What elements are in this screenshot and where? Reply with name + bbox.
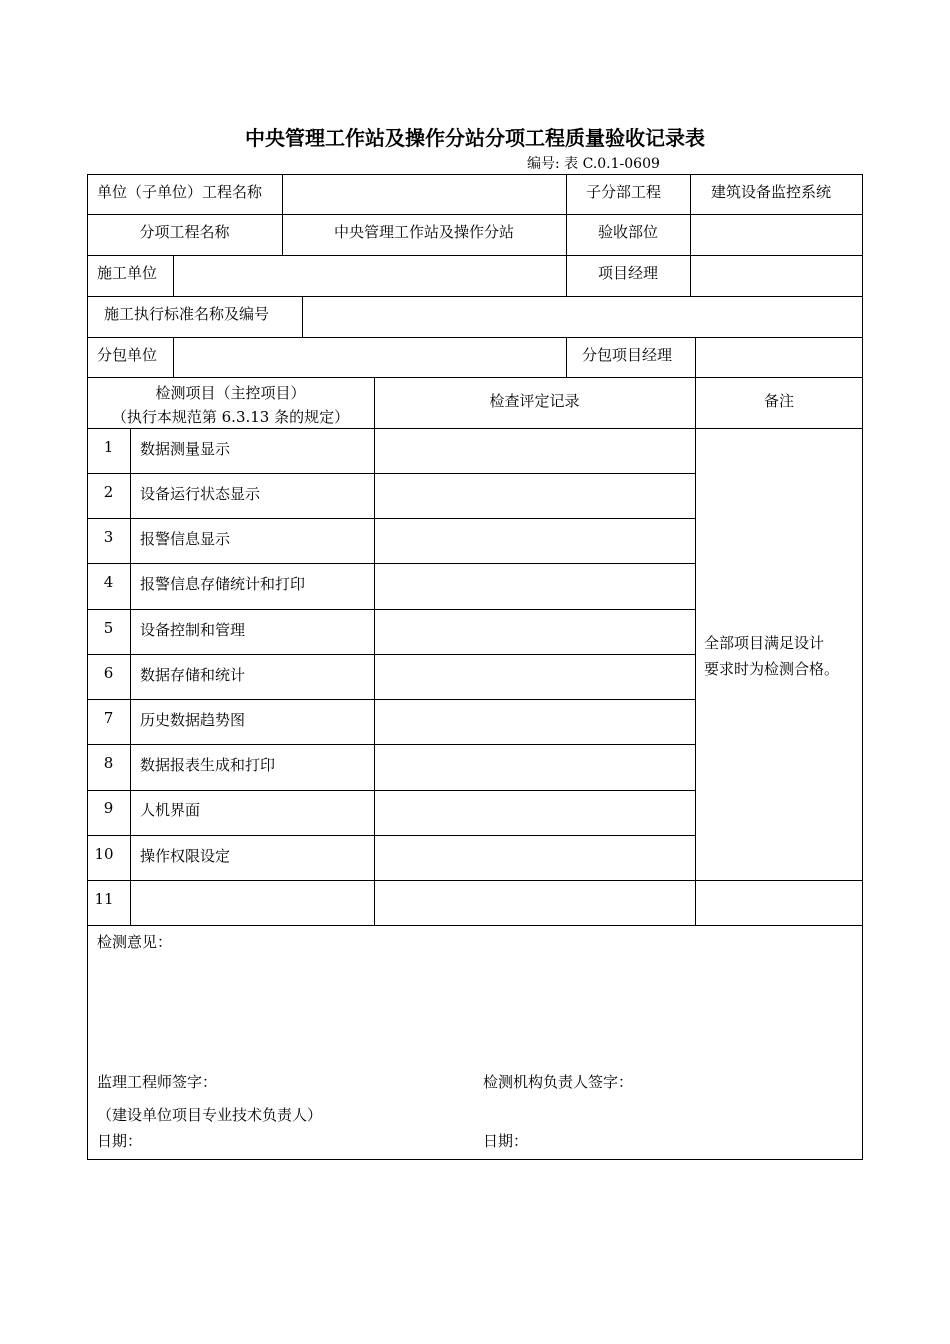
row-divider <box>87 609 695 610</box>
row-name: 数据报表生成和打印 <box>140 756 276 774</box>
row-divider <box>87 518 695 519</box>
row-name: 报警信息显示 <box>140 530 231 548</box>
row-divider <box>87 473 695 474</box>
row-divider <box>87 790 695 791</box>
remark-line1: 全部项目满足设计 <box>704 634 825 652</box>
col-divider <box>374 377 375 926</box>
unit-label: 单位（子单位）工程名称 <box>97 183 263 201</box>
row-no: 4 <box>103 573 114 591</box>
col-divider <box>173 337 174 378</box>
row-name: 人机界面 <box>140 801 201 819</box>
form-title: 中央管理工作站及操作分站分项工程质量验收记录表 <box>245 126 705 150</box>
row-name: 数据存储和统计 <box>140 666 246 684</box>
subcontract-label: 分包单位 <box>97 346 158 364</box>
row-no: 1 <box>103 438 114 456</box>
row-divider <box>87 699 695 700</box>
row-no: 2 <box>103 483 114 501</box>
row-no: 11 <box>94 890 114 908</box>
row-divider <box>87 563 695 564</box>
date-left: 日期： <box>97 1132 143 1150</box>
col-divider <box>130 428 131 926</box>
row-name: 设备运行状态显示 <box>140 485 261 503</box>
row-divider <box>87 296 863 297</box>
supervisor-signature-label: 监理工程师签字： <box>97 1073 218 1091</box>
col-divider <box>302 296 303 338</box>
row-no: 8 <box>103 754 114 772</box>
remark-text <box>704 630 856 682</box>
row-divider <box>87 428 863 429</box>
owner-note: （建设单位项目专业技术负责人） <box>97 1106 323 1124</box>
row-divider <box>87 835 695 836</box>
row-no: 7 <box>103 709 114 727</box>
col-item-header-line1: 检测项目（主控项目） <box>155 384 306 402</box>
row-divider <box>87 214 863 215</box>
row-divider <box>87 880 863 881</box>
standard-label: 施工执行标准名称及编号 <box>104 305 270 323</box>
row-name: 历史数据趋势图 <box>140 711 246 729</box>
sub-project-value: 建筑设备监控系统 <box>711 183 832 201</box>
col-divider <box>282 174 283 256</box>
item-label: 分项工程名称 <box>139 223 230 241</box>
row-divider <box>87 654 695 655</box>
date-right: 日期： <box>483 1132 529 1150</box>
item-value: 中央管理工作站及操作分站 <box>333 223 514 241</box>
col-record-header: 检查评定记录 <box>489 392 580 410</box>
row-divider <box>87 744 695 745</box>
col-divider <box>173 255 174 297</box>
row-no: 6 <box>103 664 114 682</box>
row-divider <box>87 337 863 338</box>
col-divider <box>695 337 696 926</box>
pm-label: 项目经理 <box>597 264 658 282</box>
agency-signature-label: 检测机构负责人签字： <box>483 1073 634 1091</box>
row-no: 3 <box>103 528 114 546</box>
row-no: 9 <box>103 799 114 817</box>
col-divider <box>690 174 691 297</box>
col-divider <box>566 337 567 378</box>
opinion-label: 检测意见： <box>97 933 173 951</box>
sub-project-label: 子分部工程 <box>586 183 662 201</box>
remark-line2: 要求时为检测合格。 <box>704 660 840 678</box>
construction-unit-label: 施工单位 <box>97 264 158 282</box>
row-name: 设备控制和管理 <box>140 621 246 639</box>
row-divider <box>87 377 863 378</box>
row-no: 10 <box>94 845 114 863</box>
form-code: 编号: 表 C.0.1-0609 <box>527 156 660 172</box>
row-divider <box>87 925 863 926</box>
col-remark-header: 备注 <box>763 392 794 410</box>
row-no: 5 <box>103 619 114 637</box>
col-item-header-line2: （执行本规范第 6.3.13 条的规定） <box>111 408 350 426</box>
row-divider <box>87 255 863 256</box>
inspect-part-label: 验收部位 <box>597 223 658 241</box>
row-name: 操作权限设定 <box>140 847 231 865</box>
row-name: 数据测量显示 <box>140 440 231 458</box>
row-name: 报警信息存储统计和打印 <box>140 575 306 593</box>
subcontract-pm-label: 分包项目经理 <box>582 346 673 364</box>
